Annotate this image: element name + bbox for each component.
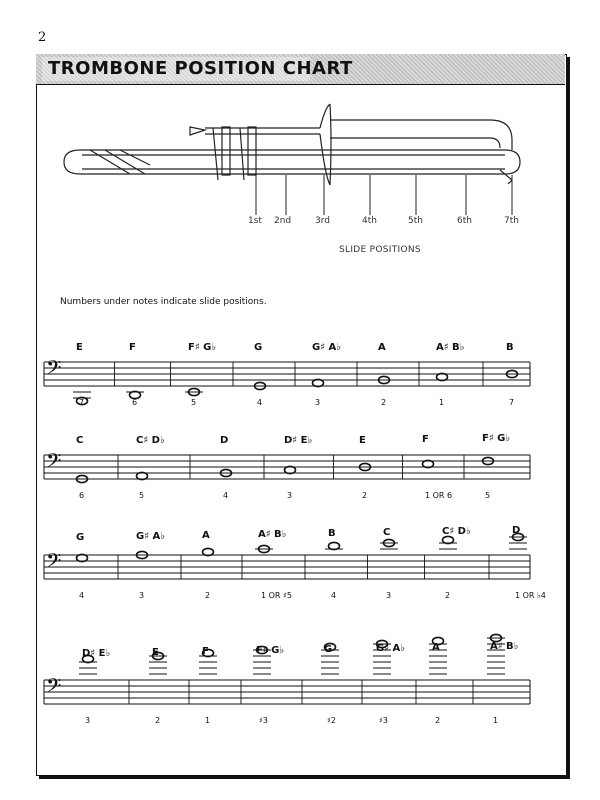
note-label: G♯ A♭ [376,643,405,655]
staff-row [44,634,530,704]
note-label: D [512,524,521,536]
position-label-6th: 6th [457,216,472,226]
note-label: A♯ B♭ [258,528,287,540]
note-label: B [506,342,514,353]
bass-clef-icon: 𝄢 [46,356,62,384]
slide-position-number: 2 [445,591,451,600]
note-label: G [254,342,263,353]
note-label: G [324,644,333,656]
slide-position-number: 2 [435,716,441,725]
slide-position-number: 2 [205,591,211,600]
slide-position-number: 1 OR ♯5 [261,591,292,600]
note-label: A [432,642,440,654]
note-label: C [383,526,391,538]
slide-position-number: 6 [79,491,85,500]
slide-position-number: 2 [155,716,161,725]
note-head [137,472,148,479]
note-head [285,466,296,473]
bass-clef-icon: 𝄢 [46,674,62,702]
slide-position-number: 2 [362,491,368,500]
note-head [423,460,434,467]
position-label-3rd: 3rd [315,216,330,226]
staff-row [44,356,530,405]
note-label: G [76,531,85,543]
note-label: E [359,435,366,446]
slide-position-number: 5 [139,491,145,500]
note-head [329,542,340,549]
slide-positions-caption: SLIDE POSITIONS [339,245,421,255]
slide-position-number: 3 [139,591,145,600]
bass-clef-icon: 𝄢 [46,549,62,577]
note-label: C [76,435,84,446]
note-head [203,548,214,555]
note-label: F♯ G♭ [482,432,511,444]
note-label: A♯ B♭ [490,641,519,653]
slide-position-number: 4 [331,591,337,600]
note-label: A [378,342,386,353]
position-label-2nd: 2nd [274,216,292,226]
note-label: B [328,527,336,539]
note-label: C♯ D♭ [136,435,165,446]
slide-position-number: ♯3 [259,716,268,725]
note-label: A [202,529,210,541]
note-label: G♯ A♭ [312,342,341,353]
note-label: F♯ G♭ [256,645,285,657]
slide-position-number: ♯2 [327,716,336,725]
note-label: D♯ E♭ [284,435,313,446]
note-head [437,373,448,380]
slide-position-number: ♯3 [379,716,388,725]
note-label: F♯ G♭ [188,342,217,353]
slide-position-number: 6 [132,398,138,407]
slide-position-number: 1 [205,716,211,725]
notes-caption: Numbers under notes indicate slide positions. [60,297,267,307]
slide-position-number: 5 [485,491,491,500]
position-label-7th: 7th [504,216,519,226]
slide-position-number: 3 [315,398,321,407]
note-label: D♯ E♭ [82,648,111,660]
note-head [77,554,88,561]
slide-position-number: 4 [223,491,229,500]
note-label: A♯ B♭ [436,342,465,353]
note-label: E [152,647,159,659]
position-label-1st: 1st [248,216,262,226]
position-label-5th: 5th [408,216,423,226]
slide-position-number: 1 OR ♭4 [515,591,546,600]
slide-position-number: 1 OR 6 [425,491,453,500]
slide-position-number: 3 [287,491,293,500]
slide-position-number: 3 [386,591,392,600]
note-label: D [220,435,229,446]
note-label: F [202,646,209,658]
page-number: 2 [38,30,47,45]
note-head [443,536,454,543]
slide-position-number: 4 [79,591,85,600]
note-label: E [76,342,83,353]
staff-row [44,449,530,483]
slide-position-number: 2 [381,398,387,407]
bass-clef-icon: 𝄢 [46,449,62,477]
slide-position-number: 1 [439,398,445,407]
position-label-4th: 4th [362,216,377,226]
slide-position-number: 4 [257,398,263,407]
slide-position-number: 1 [493,716,499,725]
slide-position-number: 3 [85,716,91,725]
page-title: TROMBONE POSITION CHART [48,58,353,79]
note-head [313,379,324,386]
slide-position-number: 7 [79,398,85,407]
note-label: F [129,342,136,353]
note-label: G♯ A♭ [136,530,165,542]
note-label: F [422,433,429,445]
slide-position-number: 7 [509,398,515,407]
note-label: C♯ D♭ [442,525,471,537]
slide-position-number: 5 [191,398,197,407]
